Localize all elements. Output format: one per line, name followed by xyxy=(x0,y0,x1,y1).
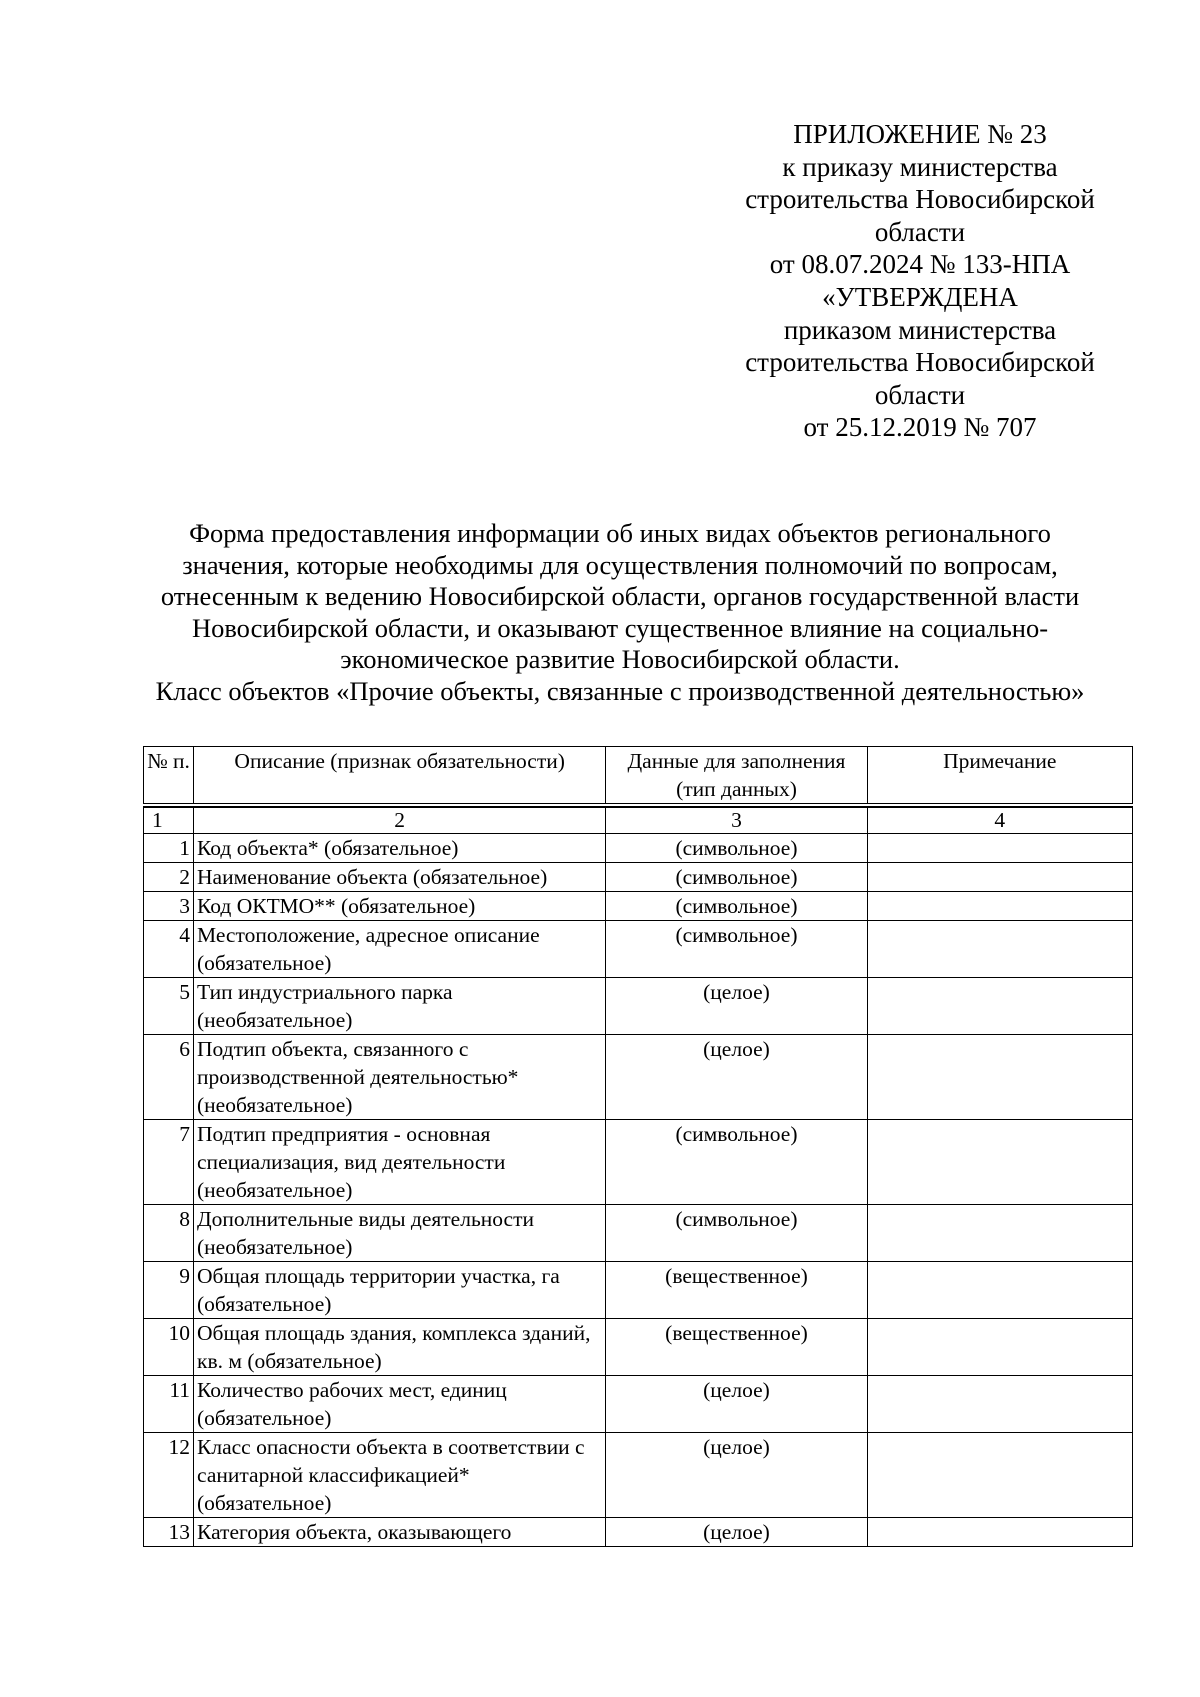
row-description: Общая площадь территории участка, га (обязательное) xyxy=(194,1262,606,1319)
table-row xyxy=(143,1262,1133,1319)
appendix-line: строительства Новосибирской xyxy=(745,184,1095,215)
row-note xyxy=(868,892,1133,921)
row-number: 11 xyxy=(143,1376,194,1433)
form-title-line: отнесенным к ведению Новосибирской области, органов государственной власти xyxy=(160,581,1080,611)
row-note xyxy=(868,1376,1133,1433)
row-data-type: (символьное) xyxy=(606,921,867,978)
appendix-line: области xyxy=(874,379,966,410)
row-description: Количество рабочих мест, единиц (обязательное) xyxy=(194,1376,606,1433)
row-description: Наименование объекта (обязательное) xyxy=(194,863,606,892)
row-note xyxy=(868,921,1133,978)
header-desc: Описание (признак обязательности) xyxy=(194,746,606,804)
row-data-type: (вещественное) xyxy=(606,1319,867,1376)
row-data-type: (символьное) xyxy=(606,1120,867,1205)
table-row xyxy=(143,1376,1133,1433)
row-description: Дополнительные виды деятельности (необязательное) xyxy=(194,1205,606,1262)
row-data-type: (целое) xyxy=(606,1376,867,1433)
row-description: Подтип объекта, связанного с производственной деятельностью* (необязательное) xyxy=(194,1035,606,1120)
row-number: 12 xyxy=(143,1433,194,1518)
row-number: 2 xyxy=(143,863,194,892)
row-note xyxy=(868,834,1133,863)
header-num: № п. xyxy=(143,746,194,804)
form-title-line: Форма предоставления информации об иных видах объектов регионального xyxy=(189,518,1051,548)
form-title-line: Класс объектов «Прочие объекты, связанные с производственной деятельностью» xyxy=(155,675,1085,706)
row-number: 5 xyxy=(143,978,194,1035)
appendix-line: от 25.12.2019 № 707 xyxy=(803,412,1037,443)
row-data-type: (вещественное) xyxy=(606,1262,867,1319)
table-row xyxy=(143,863,1133,892)
row-number: 13 xyxy=(143,1518,194,1547)
row-data-type: (символьное) xyxy=(606,892,867,921)
row-data-type: (целое) xyxy=(606,1035,867,1120)
form-title-line: значения, которые необходимы для осуществления полномочий по вопросам, xyxy=(182,549,1058,580)
row-data-type: (целое) xyxy=(606,978,867,1035)
form-title-line: Новосибирской области, и оказывают существенное влияние на социально- xyxy=(191,612,1049,643)
row-data-type: (символьное) xyxy=(606,863,867,892)
appendix-line: ПРИЛОЖЕНИЕ № 23 xyxy=(793,119,1047,149)
appendix-line: «УТВЕРЖДЕНА xyxy=(822,281,1018,312)
row-data-type: (целое) xyxy=(606,1433,867,1518)
row-note xyxy=(868,863,1133,892)
table-row xyxy=(143,834,1133,863)
column-number-row xyxy=(143,807,1133,834)
form-title xyxy=(100,518,1140,707)
table-row xyxy=(143,1120,1133,1205)
appendix-header xyxy=(700,118,1140,444)
table-body xyxy=(143,834,1133,1547)
row-number: 9 xyxy=(143,1262,194,1319)
column-number: 3 xyxy=(606,807,867,834)
column-number: 2 xyxy=(194,807,606,834)
row-data-type: (целое) xyxy=(606,1518,867,1547)
table-row xyxy=(143,892,1133,921)
table-row xyxy=(143,1518,1133,1547)
table-header-row xyxy=(143,746,1133,804)
row-note xyxy=(868,1433,1133,1518)
row-note xyxy=(868,1035,1133,1120)
appendix-line: приказом министерства xyxy=(783,314,1057,345)
row-number: 4 xyxy=(143,921,194,978)
row-description: Местоположение, адресное описание (обязательное) xyxy=(194,921,606,978)
row-data-type: (символьное) xyxy=(606,834,867,863)
row-number: 8 xyxy=(143,1205,194,1262)
column-number: 4 xyxy=(868,807,1133,834)
row-description: Класс опасности объекта в соответствии с санитарной классификацией* (обязательное) xyxy=(194,1433,606,1518)
row-data-type: (символьное) xyxy=(606,1205,867,1262)
row-description: Категория объекта, оказывающего xyxy=(194,1518,606,1547)
row-description: Общая площадь здания, комплекса зданий, кв. м (обязательное) xyxy=(194,1319,606,1376)
row-description: Код объекта* (обязательное) xyxy=(194,834,606,863)
header-note: Примечание xyxy=(868,746,1133,804)
row-number: 6 xyxy=(143,1035,194,1120)
appendix-line: от 08.07.2024 № 133-НПА xyxy=(769,249,1071,280)
table-row xyxy=(143,1319,1133,1376)
row-number: 10 xyxy=(143,1319,194,1376)
row-note xyxy=(868,1120,1133,1205)
header-type: Данные для заполнения (тип данных) xyxy=(606,746,867,804)
appendix-line: строительства Новосибирской xyxy=(745,347,1095,378)
row-note xyxy=(868,1262,1133,1319)
row-description: Подтип предприятия - основная специализация, вид деятельности (необязательное) xyxy=(194,1120,606,1205)
table-row xyxy=(143,978,1133,1035)
row-note xyxy=(868,1518,1133,1547)
column-number: 1 xyxy=(143,807,194,834)
row-note xyxy=(868,1319,1133,1376)
row-number: 7 xyxy=(143,1120,194,1205)
row-description: Код ОКТМО** (обязательное) xyxy=(194,892,606,921)
table-row xyxy=(143,1035,1133,1120)
row-number: 3 xyxy=(143,892,194,921)
data-fields-table xyxy=(143,746,1133,1547)
row-note xyxy=(868,978,1133,1035)
table-row xyxy=(143,1433,1133,1518)
form-title-line: экономическое развитие Новосибирской области. xyxy=(340,644,900,674)
appendix-line: к приказу министерства xyxy=(782,151,1058,182)
row-note xyxy=(868,1205,1133,1262)
row-description: Тип индустриального парка (необязательное) xyxy=(194,978,606,1035)
table-row xyxy=(143,1205,1133,1262)
table-row xyxy=(143,921,1133,978)
appendix-line: области xyxy=(874,216,966,247)
row-number: 1 xyxy=(143,834,194,863)
